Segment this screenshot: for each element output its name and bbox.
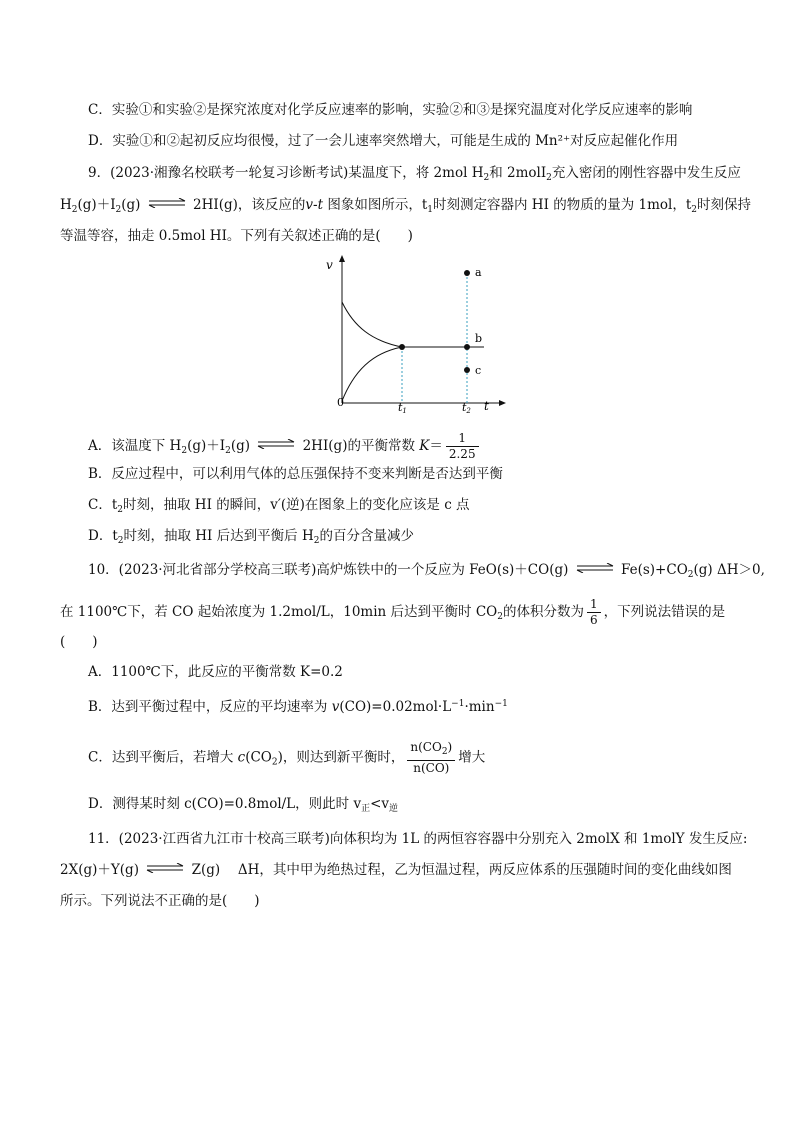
t1-label: t1 (398, 401, 407, 415)
q10-line3: ( ) (60, 634, 98, 650)
forward-rate-curve (342, 302, 402, 347)
equilibrium-arrow-icon (146, 863, 184, 873)
q9-option-a: A．该温度下 $H_2(g)+I_2(g)$ 2HI(g)的平衡常数 K＝ $\frac{1}{2.25}$ (88, 431, 482, 462)
equilibrium-arrow-icon (148, 198, 186, 208)
q9-option-c: C．$t_2$时刻，抽取 HI 的瞬间，v′(逆)在图象上的变化应该是 c 点 (88, 497, 470, 515)
point-c (464, 367, 470, 373)
y-axis-label: v (326, 258, 333, 272)
reverse-rate-curve (342, 347, 402, 401)
q11-line3: 所示。下列说法不正确的是( ) (60, 893, 260, 909)
point-c-label: c (475, 364, 482, 377)
q9-line3: 等温等容，抽走 0.5mol HI。下列有关叙述正确的是( ) (60, 228, 413, 244)
equilibrium-arrow-icon (576, 563, 614, 573)
q11-reaction-line: 2X(g)＋Y(g) Z(g) ΔH，其中甲为绝热过程，乙为恒温过程，两反应体系的压强随时间的变化曲线如图 (60, 862, 732, 878)
q11-header: 11．(2023·江西省九江市十校高三联考)向体积均为 1L 的两恒容容器中分别充入 2molX 和 1molY 发生反应: (88, 831, 748, 847)
point-a (464, 270, 470, 276)
q10-option-b: B．达到平衡过程中，反应的平均速率为 $v(CO)=0.02mol\cdot L^{-1}\cdot\min^{-1}$ (88, 699, 508, 715)
q10-header: 10．(2023·河北省部分学校高三联考)高炉炼铁中的一个反应为 FeO(s)＋CO(g) $Fe(s)+CO_2(g)$ ΔH＞0, (88, 562, 765, 580)
co2-fraction: $\frac{1}{6}$ (587, 597, 601, 628)
point-b-label: b (475, 332, 483, 345)
q9-option-d: D．$t_2$时刻，抽取 HI 后达到平衡后 $H_2$的百分含量减少 (88, 528, 414, 546)
y-axis-arrow (339, 255, 345, 262)
point-a-label: a (475, 266, 482, 279)
q10-option-d: D．测得某时刻 c(CO)=0.8mol/L，则此时 $v_正<v_逆$ (88, 796, 399, 814)
option-c-q8: C．实验①和实验②是探究浓度对化学反应速率的影响，实验②和③是探究温度对化学反应速率的影响 (88, 102, 693, 118)
k-fraction: $\frac{1}{2.25}$ (446, 431, 479, 462)
option-d-q8: D．实验①和②起初反应均很慢，过了一会儿速率突然增大，可能是生成的 Mn²⁺对反应起催化作用 (88, 133, 679, 149)
q10-line2: 在 1100℃下，若 CO 起始浓度为 1.2mol/L，10min 后达到平衡时 $CO_2$的体积分数为 $\frac{1}{6}$ ，下列说法错误的是 (60, 597, 726, 627)
equilibrium-arrow-icon (257, 439, 295, 449)
x-axis-arrow (499, 400, 506, 406)
point-t1 (399, 344, 405, 350)
q10-option-c: C．达到平衡后，若增大 $c(CO_2)$，则达到新平衡时， $\frac{n(CO_2)}{n(CO)}$ 增大 (88, 740, 486, 775)
t2-label: t2 (462, 401, 471, 415)
q9-reaction-line: $H_2(g)+I_2(g)$ 2HI(g)，该反应的v-t 图象如图所示，$t_1$时刻测定容器内 HI 的物质的量为 1mol，$t_2$时刻保持 (60, 197, 751, 215)
vt-diagram (312, 255, 512, 415)
ratio-fraction: $\frac{n(CO_2)}{n(CO)}$ (407, 740, 455, 776)
point-b (464, 344, 470, 350)
q9-header: 9．(2023·湘豫名校联考一轮复习诊断考试)某温度下，将 2mol $H_2$和 2molI$_2$充入密闭的刚性容器中发生反应 (88, 165, 741, 183)
q9-option-b: B．反应过程中，可以利用气体的总压强保持不变来判断是否达到平衡 (88, 466, 503, 482)
x-axis-label: t (484, 399, 489, 413)
q10-option-a: A．1100℃下，此反应的平衡常数 K=0.2 (88, 664, 343, 680)
origin-label: 0 (337, 396, 344, 409)
